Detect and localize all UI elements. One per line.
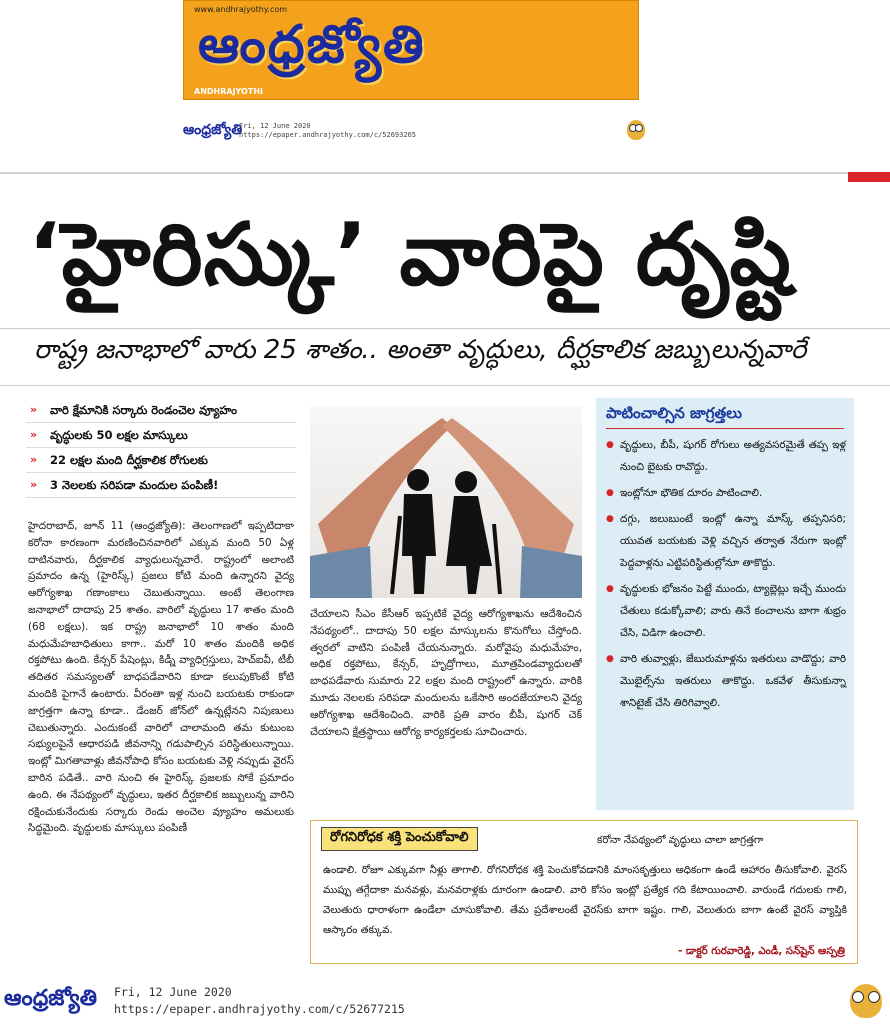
immunity-box xyxy=(310,820,858,964)
divider xyxy=(0,172,848,174)
precaution-item: ● వారి తువ్వాళ్లు, జేబురుమాళ్లను ఇతరులు వాడొద్దు; వారి మొబైల్స్‌ను ఇతరులు తాకొద్దు. ఒకవేళ తీసుకున్నా శానిటైజ్ చేసి తిరిగివ్వాలి. xyxy=(606,648,846,714)
highlight-text: వృద్ధులకు 50 లక్షల మాస్కులు xyxy=(50,428,188,442)
clip-link[interactable]: https://epaper.andhrajyothy.com/c/52693265 xyxy=(239,131,417,139)
title-underline xyxy=(606,428,844,429)
highlight-item xyxy=(26,398,296,423)
precaution-item: ● ఇంట్లోనూ భౌతిక దూరం పాటించాలి. xyxy=(606,482,846,504)
footer-date: Fri, 12 June 2020 xyxy=(114,985,232,999)
article-body-column-1: హైదరాబాద్, జూన్ 11 (ఆంధ్రజ్యోతి): తెలంగాణలో ఇప్పటిదాకా కరోనా కారణంగా మరణించినవారిలో ఎక్కువ మంది 50 ఏళ్ల దాటినవారు, దీర్ఘకాలిక వ్యాధులున్నవారే. రాష్ట్రంలో అలాంటి ప్రమాదం ఉన్న (హైరిస్క్) ప్రజలు కోటి మంది ఉన్నారని వైద్య ఆరోగ్యశాఖ గణాంకాలు చెబుతున్నాయి. అంటే తెలంగాణ జనాభాలో దాదాపు 25 శాతం. వారిలో వృద్ధులు 17 శాతం మంది (68 లక్షలు). ఇక రాష్ట్ర జనాభాలో 10 శాతం మంది మధుమేహబాధితులు కాగా.. మరో 10 శాతం మందికి అధిక రక్తపోటు ఉంది. కేన్సర్ పేషెంట్లు, కిడ్నీ వ్యాధిగ్రస్తులు, హెచ్ఐవీ, టీబీ తదితర సమస్యలతో బాధపడేవారిని కూడా కలుపుకొంటే కోటి మందికి పైగానే ఉంటారు. వీరంతా ఇళ్ల నుంచి బయటకు రాకుండా జాగ్రత్తగా ఉన్నా కూడా.. డేంజర్ జోన్‌లో ఉన్నట్లేనని నిపుణులు చెబుతున్నారు. ఎందుకంటే వారిలో చాలామంది తమ కుటుంబ సభ్యులపైనే ఆధారపడి జీవనాన్ని గడుపాల్సిన పరిస్థితులున్నాయి. ఇంట్లో మిగతావాళ్లు జీవనోపాధి కోసం బయటకు వెళ్లి నప్పుడు వైరస్ బారిన పడితే.. వారి నుంచి ఈ హైరిస్క్ ప్రజలకు సోకే ప్రమాదం ఉంది. ఈ నేపథ్యంలో వృద్ధులు, ఇతర దీర్ఘకాలిక జబ్బులున్న వారిని రక్షించుకునేందుకు సర్కారు రెండు అంచెల వ్యూహం అమలుకు సిద్ధమైంది. వృద్ధులకు మాస్కులు పంపిణీ xyxy=(28,520,294,835)
subheadline: రాష్ట్ర జనాభాలో వారు 25 శాతం.. అంతా వృద్ధులు, దీర్ఘకాలిక జబ్బులున్నవారే xyxy=(34,335,807,365)
immunity-text: ఉండాలి. రోజూ ఎక్కువగా నీళ్లు తాగాలి. రోగనిరోధక శక్తి పెంచుకోవడానికి మాంసకృత్తులు అధికంగా ఉండే ఆహారం తీసుకోవాలి. వైరస్ ముప్పు తగ్గేదాకా మనవళ్లు, మనవరాళ్లకు దూరంగా ఉండాలి. వారి కోసం ఇంట్లో ప్రత్యేక గది కేటాయించాలి. వారుండే గదులకు గాలి, వెలుతురు ధారాళంగా ఉండేలా చూసుకోవాలి. తేమ ప్రదేశాలంటే వైరస్‌కు బాగా ఇష్టం. గాలి, వెలుతురు బాగా ఉంటే వైరస్ వ్యాప్తికి ఆస్కారం తక్కువ. xyxy=(323,865,847,936)
precaution-item: ● వృద్ధులకు భోజనం పెట్టే ముందు, ట్యాబ్లెట్లు ఇచ్చే ముందు చేతులు కడుక్కోవాలి; వారు తినే కంచాలను బాగా శుభ్రం చేసి, విడిగా ఉంచాలి. xyxy=(606,578,846,644)
elderly-protection-illustration xyxy=(310,406,582,598)
red-accent xyxy=(848,172,890,182)
highlight-text: వారి క్షేమానికి సర్కారు రెండంచెల వ్యూహం xyxy=(50,403,237,417)
mini-logo: ఆంధ్రజ్యోతి xyxy=(183,122,243,138)
headline: ‘హైరిస్కు’ వారిపై దృష్టి xyxy=(28,205,792,305)
masthead-logo: ఆంధ్రజ్యోతి xyxy=(198,15,426,75)
masthead-url[interactable]: www.andhrajyothy.com xyxy=(194,5,288,14)
immunity-first-line: కరోనా నేపథ్యంలో వృద్ధులు చాలా జాగ్రత్తగా xyxy=(597,835,764,846)
subheadline-bar xyxy=(0,328,890,386)
highlight-item xyxy=(26,423,296,448)
precautions-list xyxy=(606,434,846,718)
clip-date: Fri, 12 June 2020 xyxy=(239,122,311,130)
footer xyxy=(0,978,890,1024)
highlights-list xyxy=(26,398,296,498)
clip-meta xyxy=(239,122,439,140)
owl-icon xyxy=(627,120,645,140)
double-arrow-icon: » xyxy=(30,478,38,491)
article-body-column-2: చేయాలని సీఎం కేసీఆర్ ఇప్పటికే వైద్య ఆరోగ్యశాఖను ఆదేశించిన నేపథ్యంలో.. దాదాపు 50 లక్షల మాస్కులను కొనుగోలు చేస్తోంది. త్వరలో వాటిని పంపిణీ చేయనున్నారు. మరోవైపు మధుమేహం, అధిక రక్తపోటు, కేన్సర్, హృద్రోగాలు, మూత్రపిండవ్యాధులతో బాధపడేవారు సుమారు 22 లక్షల మంది రాష్ట్రంలో ఉన్నారు. వారికి మూడు నెలలకు సరిపడా మందులను ఒకేసారి అందజేయాలని వైద్య ఆరోగ్యశాఖ ఆదేశించింది. వారికి ప్రతి వారం బీపీ, షుగర్ చెక్ చేయాలని క్షేత్రస్థాయి ఆరోగ్య కార్యకర్తలకు సూచించారు. xyxy=(310,608,582,738)
highlight-text: 3 నెలలకు సరిపడా మందుల పంపిణీ! xyxy=(50,478,219,492)
precaution-item: ● దగ్గు, జలుబుంటే ఇంట్లో ఉన్నా మాస్క్ తప్పనిసరి; యువత బయటకు వెళ్లి వచ్చిన తర్వాత నేరుగా ఇంట్లో పెద్దవాళ్లను ఎట్టిపరిస్థితుల్లోనూ తాకొద్దు. xyxy=(606,508,846,574)
footer-link[interactable]: https://epaper.andhrajyothy.com/c/52677215 xyxy=(114,1002,405,1016)
highlight-item xyxy=(26,473,296,498)
double-arrow-icon: » xyxy=(30,428,38,441)
hands-roof-elderly-couple-image xyxy=(310,406,582,598)
owl-icon xyxy=(850,984,882,1018)
precautions-box xyxy=(596,398,854,810)
masthead-brand: ANDHRAJYOTHI xyxy=(194,87,263,96)
footer-logo: ఆంధ్రజ్యోతి xyxy=(4,986,97,1011)
highlight-text: 22 లక్షల మంది దీర్ఘకాలిక రోగులకు xyxy=(50,453,208,467)
clip-info xyxy=(183,118,417,148)
double-arrow-icon: » xyxy=(30,403,38,416)
footer-meta xyxy=(114,984,405,1018)
doctor-credit: - డాక్టర్ గురవారెడ్డి, ఎండీ, సన్‌షైన్ ఆస్పత్రి xyxy=(678,946,845,957)
double-arrow-icon: » xyxy=(30,453,38,466)
highlight-item xyxy=(26,448,296,473)
precautions-title: పాటించాల్సిన జాగ్రత్తలు xyxy=(606,404,742,422)
precaution-item: ● వృద్ధులు, బీపీ, షుగర్ రోగులు అత్యవసరమైతే తప్ప ఇళ్ల నుంచి బైటకు రావొద్దు. xyxy=(606,434,846,478)
masthead xyxy=(183,0,639,100)
immunity-title: రోగనిరోధక శక్తి పెంచుకోవాలి xyxy=(321,827,478,851)
